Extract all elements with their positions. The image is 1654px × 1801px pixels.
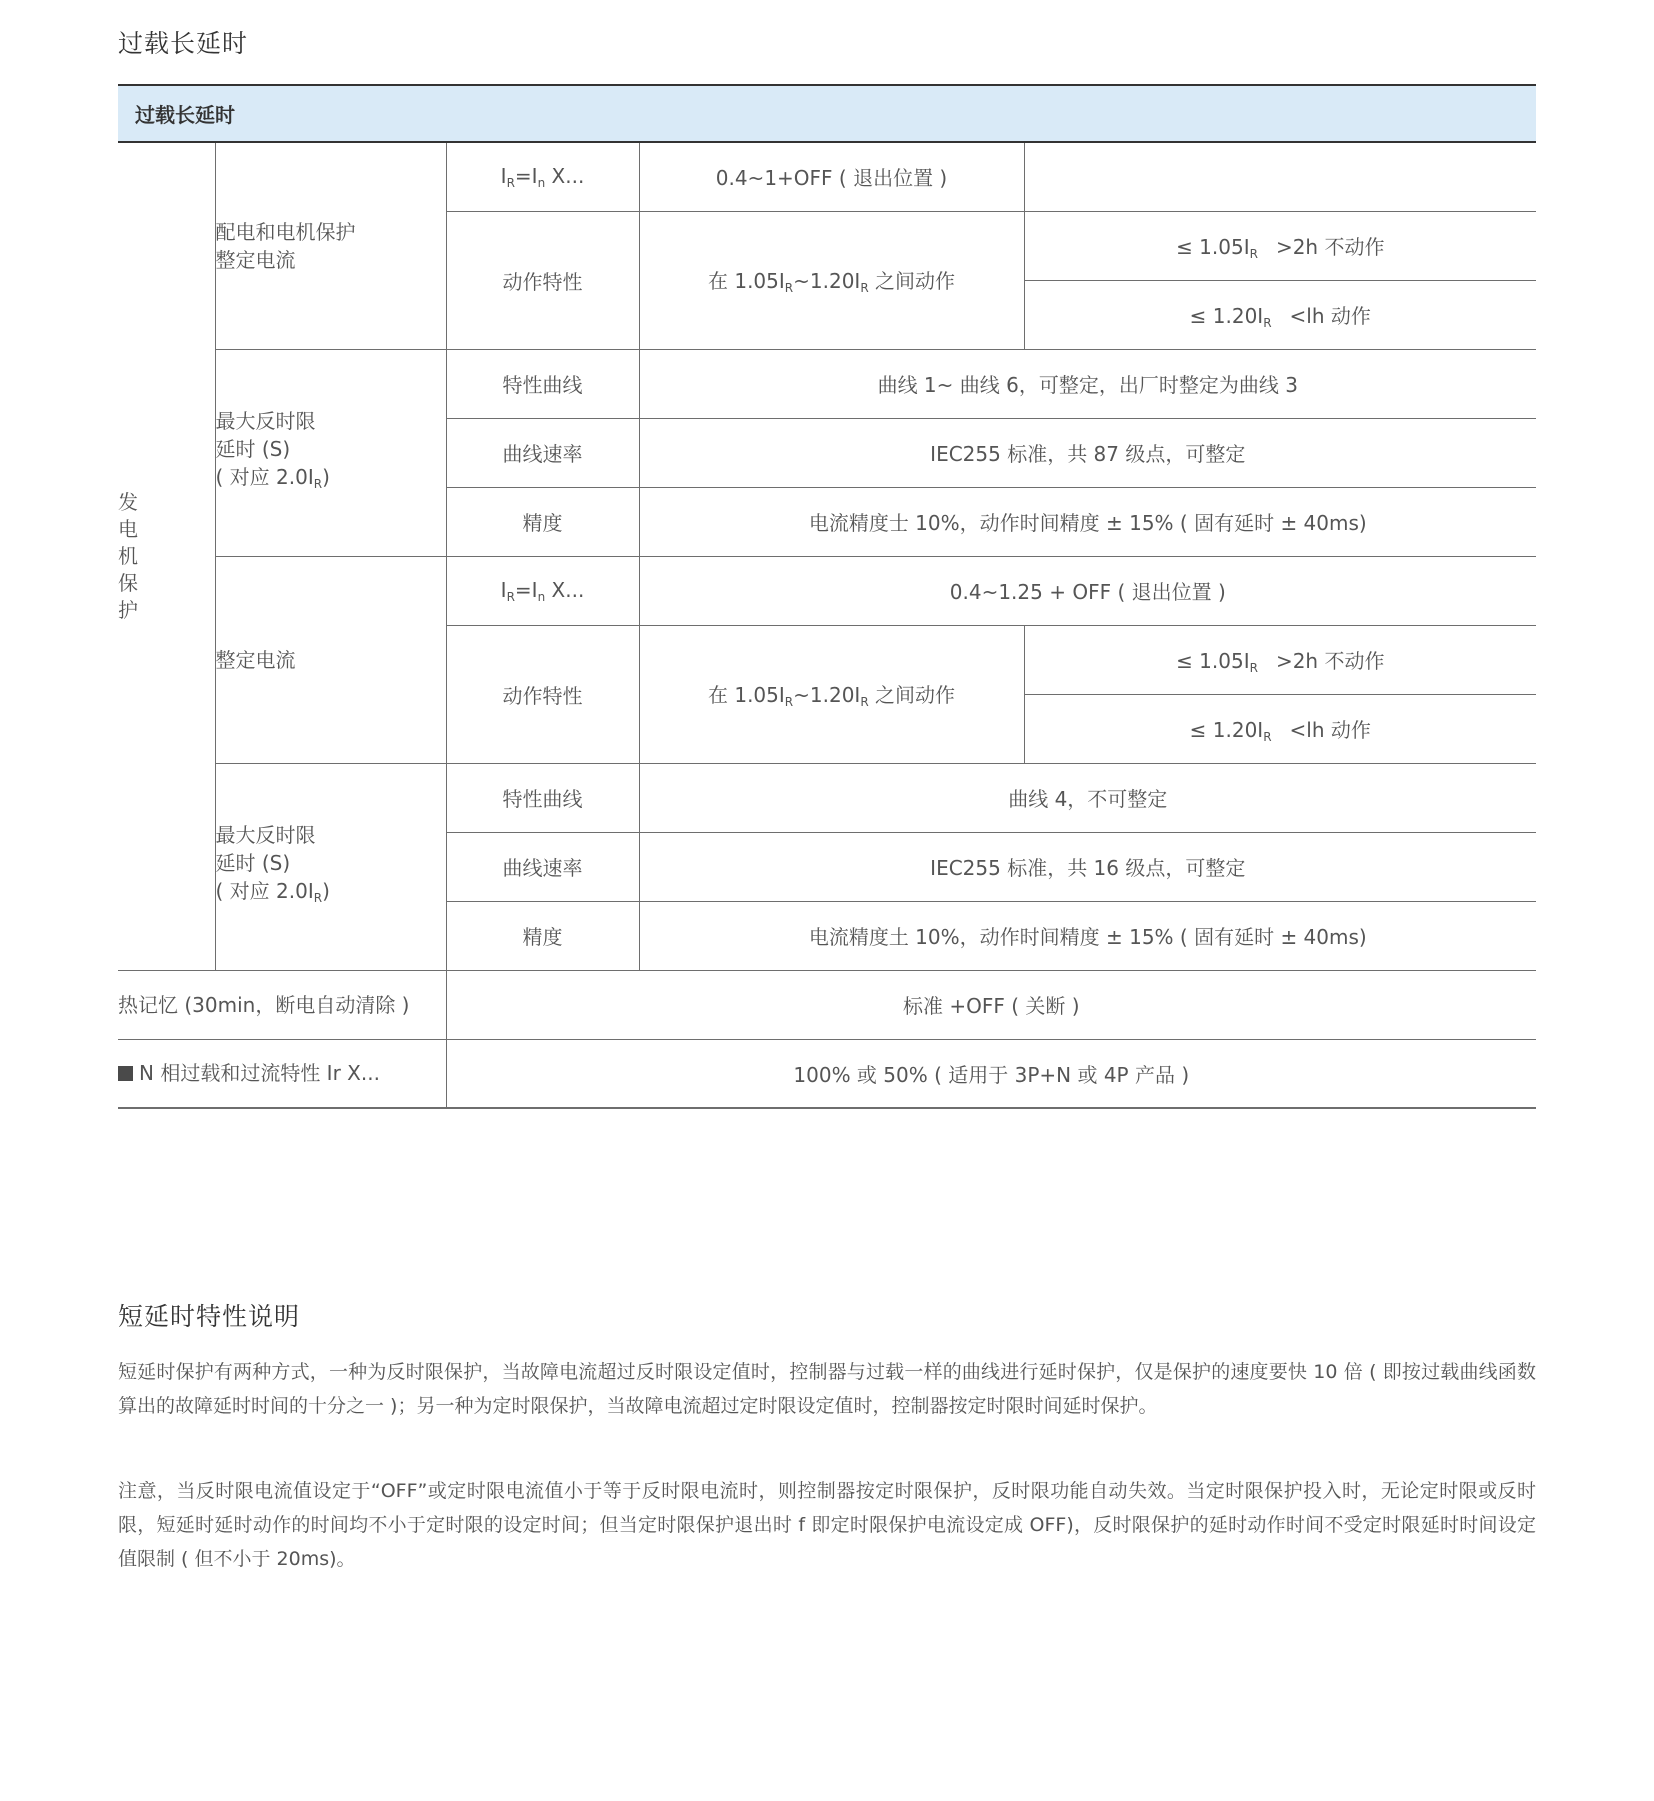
table-row: [118, 763, 1536, 832]
action-characteristic-label: 动作特性: [446, 211, 639, 349]
curve-rate-value: IEC255 标准，共 16 级点，可整定: [639, 832, 1536, 901]
table-header: 过载长延时: [118, 85, 1536, 142]
short-delay-note: 注意，当反时限电流值设定于“OFF”或定时限电流值小于等于反时限电流时，则控制器按定时限保护，反时限功能自动失效。当定时限保护投入时，无论定时限或反时限，短延时延时动作的时间均不小于定时限的设定时间；但当定时限保护退出时 f 即定时限保护电流设定成 OFF)，反时限保护的延时动作时间不受定时限延时时间设定值限制 ( 但不小于 20ms)。: [118, 1480, 1536, 1570]
generator-setting-current-label: 整定电流: [215, 556, 446, 763]
ir-setting-param: $I_R=I_n$ X...: [446, 556, 639, 625]
ir-setting-value: 0.4~1.25 + OFF ( 退出位置 ): [639, 556, 1536, 625]
max-inverse-delay-label: 最大反时限 延时 (S) ( 对应 $2.0I_R$): [215, 763, 446, 970]
accuracy-label: 精度: [446, 901, 639, 970]
section-title-overload: 过载长延时: [118, 29, 249, 58]
overload-spec-table: [118, 84, 1536, 1109]
curve-rate-label: 曲线速率: [446, 418, 639, 487]
table-row: [118, 556, 1536, 625]
action-range-value: 在 $1.05I_R\sim 1.20I_R$ 之间动作: [639, 211, 1024, 349]
no-trip-condition: ≤ $1.05I_R >2h$ 不动作: [1024, 625, 1536, 694]
ir-setting-param: $I_R=I_n$ X...: [446, 142, 639, 211]
trip-condition: ≤ $1.20I_R <lh$ 动作: [1024, 280, 1536, 349]
section-title-short-delay: 短延时特性说明: [118, 1302, 301, 1331]
table-row: [118, 1039, 1536, 1108]
curve-label: 特性曲线: [446, 349, 639, 418]
short-delay-description: 短延时保护有两种方式，一种为反时限保护，当故障电流超过反时限设定值时，控制器与过载一样的曲线进行延时保护，仅是保护的速度要快 10 倍 ( 即按过载曲线函数算出的故障延时时间的十分之一 )；另一种为定时限保护，当故障电流超过定时限设定值时，控制器按定时限时间延时保护。: [118, 1361, 1536, 1417]
accuracy-value: 电流精度士 10%，动作时间精度 ± 15% ( 固有延时 ± 40ms): [639, 487, 1536, 556]
distribution-motor-setting-label: 配电和电机保护 整定电流: [215, 142, 446, 349]
thermal-memory-label: 热记忆 (30min，断电自动清除 ): [118, 970, 446, 1039]
neutral-overload-label: N 相过载和过流特性 Ir X...: [118, 1039, 446, 1108]
curve-label: 特性曲线: [446, 763, 639, 832]
curve-value: 曲线 4，不可整定: [639, 763, 1536, 832]
accuracy-label: 精度: [446, 487, 639, 556]
no-trip-condition: ≤ $1.05I_R >2h$ 不动作: [1024, 211, 1536, 280]
max-inverse-delay-label: 最大反时限 延时 (S) ( 对应 $2.0I_R$): [215, 349, 446, 556]
neutral-overload-value: 100% 或 50% ( 适用于 3P+N 或 4P 产品 ): [446, 1039, 1536, 1108]
table-row: [118, 349, 1536, 418]
ir-setting-value: 0.4~1+OFF ( 退出位置 ): [639, 142, 1024, 211]
generator-protection-label: 发电机保护: [118, 142, 215, 970]
thermal-memory-value: 标准 +OFF ( 关断 ): [446, 970, 1536, 1039]
table-row: [118, 142, 1536, 211]
empty-cell: [1024, 142, 1536, 211]
curve-rate-value: IEC255 标准，共 87 级点，可整定: [639, 418, 1536, 487]
action-characteristic-label: 动作特性: [446, 625, 639, 763]
curve-rate-label: 曲线速率: [446, 832, 639, 901]
accuracy-value: 电流精度土 10%，动作时间精度 ± 15% ( 固有延时 ± 40ms): [639, 901, 1536, 970]
curve-value: 曲线 1~ 曲线 6，可整定，出厂时整定为曲线 3: [639, 349, 1536, 418]
trip-condition: ≤ $1.20I_R <lh$ 动作: [1024, 694, 1536, 763]
square-bullet-icon: [118, 1066, 133, 1081]
action-range-value: 在 $1.05I_R\sim 1.20I_R$ 之间动作: [639, 625, 1024, 763]
table-row: [118, 970, 1536, 1039]
table-header-row: [118, 85, 1536, 142]
